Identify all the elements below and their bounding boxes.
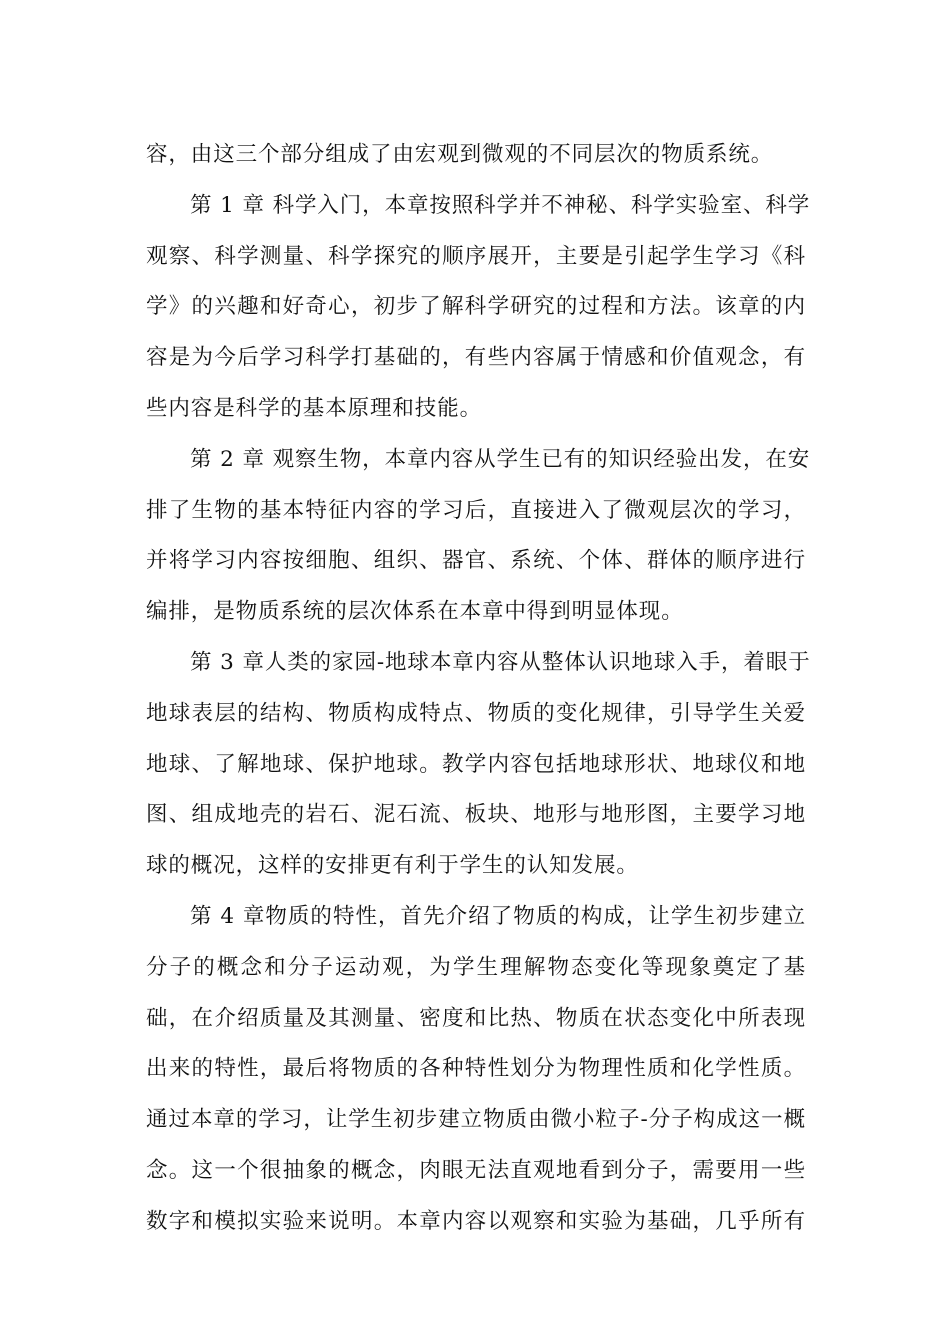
text-line: 出来的特性，最后将物质的各种特性划分为物理性质和化学性质。 (146, 1056, 806, 1082)
text-line: 地球、了解地球、保护地球。教学内容包括地球形状、地球仪和地 (146, 751, 806, 777)
text-line: 学》的兴趣和好奇心，初步了解科学研究的过程和方法。该章的内 (146, 294, 806, 320)
text-line: 容，由这三个部分组成了由宏观到微观的不同层次的物质系统。 (146, 142, 774, 167)
text-line: 通过本章的学习，让学生初步建立物质由微小粒子-分子构成这一概 (146, 1107, 806, 1133)
text-line: 第 3 章人类的家园-地球本章内容从整体认识地球入手，着眼于 (190, 649, 811, 675)
text-line: 容是为今后学习科学打基础的，有些内容属于情感和价值观念，有 (146, 345, 806, 371)
text-line: 础，在介绍质量及其测量、密度和比热、物质在状态变化中所表现 (146, 1005, 806, 1031)
text-line: 念。这一个很抽象的概念，肉眼无法直观地看到分子，需要用一些 (146, 1157, 806, 1183)
text-line: 并将学习内容按细胞、组织、器官、系统、个体、群体的顺序进行 (146, 548, 806, 574)
text-line: 地球表层的结构、物质构成特点、物质的变化规律，引导学生关爱 (146, 700, 806, 726)
text-line: 排了生物的基本特征内容的学习后，直接进入了微观层次的学习， (146, 497, 806, 523)
body-text (146, 130, 811, 1248)
text-line: 数字和模拟实验来说明。本章内容以观察和实验为基础，几乎所有 (146, 1208, 806, 1234)
text-line: 第 4 章物质的特性，首先介绍了物质的构成，让学生初步建立 (190, 903, 806, 929)
text-line: 图、组成地壳的岩石、泥石流、板块、地形与地形图，主要学习地 (146, 802, 806, 828)
text-line: 编排，是物质系统的层次体系在本章中得到明显体现。 (146, 599, 684, 625)
text-line: 观察、科学测量、科学探究的顺序展开，主要是引起学生学习《科 (146, 243, 806, 269)
text-line: 第 1 章 科学入门，本章按照科学并不神秘、科学实验室、科学 (190, 192, 811, 218)
text-line: 球的概况，这样的安排更有利于学生的认知发展。 (146, 853, 639, 879)
text-line: 第 2 章 观察生物，本章内容从学生已有的知识经验出发，在安 (190, 446, 811, 472)
text-line: 些内容是科学的基本原理和技能。 (146, 395, 483, 421)
text-line: 分子的概念和分子运动观，为学生理解物态变化等现象奠定了基 (146, 954, 806, 980)
